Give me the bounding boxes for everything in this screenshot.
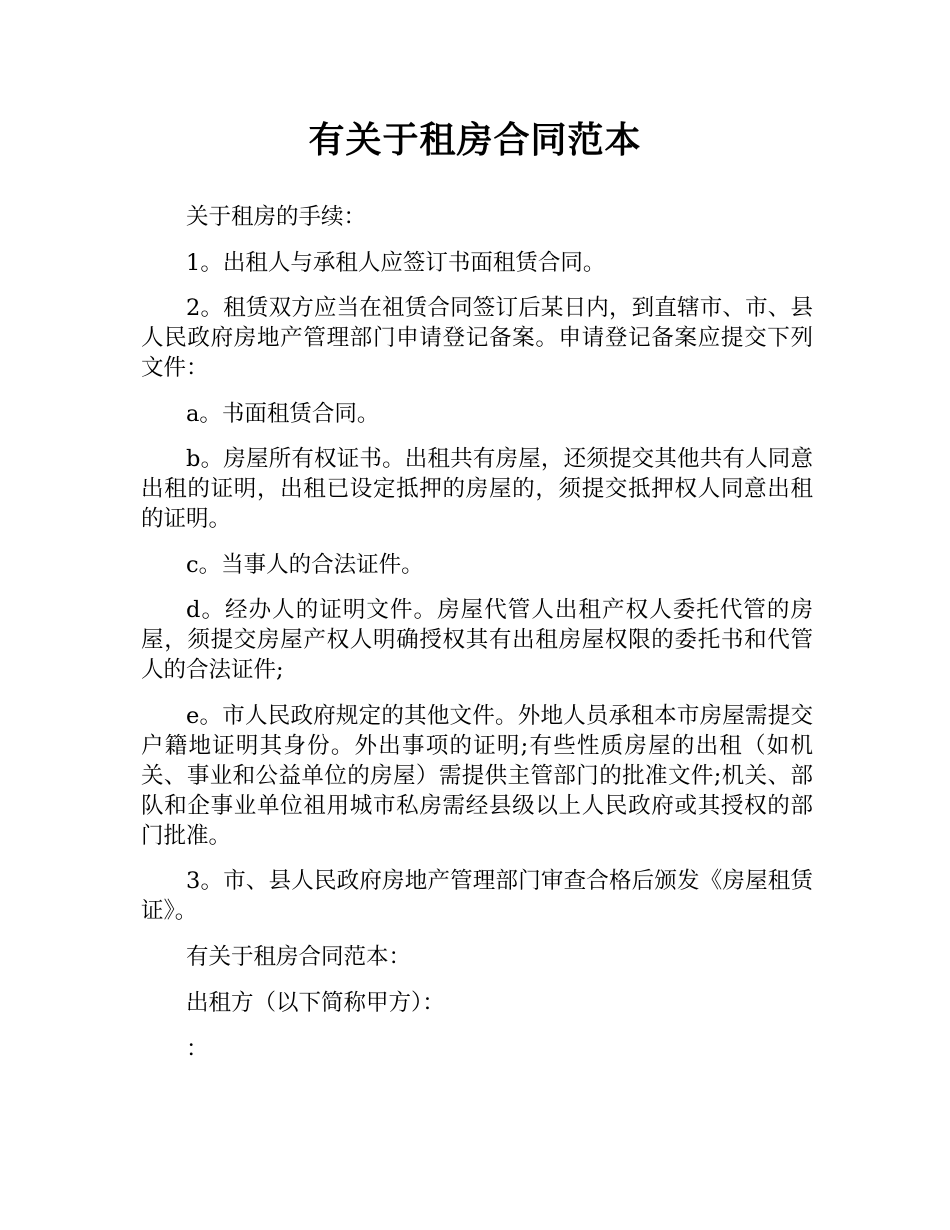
- document-title: 有关于租房合同范本: [308, 120, 642, 161]
- paragraph-item-a: a。书面租赁合同。: [186, 400, 380, 427]
- paragraph-procedures-heading: 关于租房的手续：: [186, 204, 367, 230]
- paragraph-item-1: 1。出租人与承租人应签订书面租赁合同。: [186, 249, 606, 276]
- paragraph-item-d: d。经办人的证明文件。房屋代管人出租产权人委托代管的房屋，须提交房屋产权人明确授权其有出租房屋权限的委托书和代管人的合法证件;: [141, 597, 813, 683]
- paragraph-lessor-field: 出租方（以下简称甲方）：: [186, 989, 445, 1016]
- paragraph-colon-field: ：: [186, 1035, 209, 1062]
- document-body: [141, 202, 813, 1080]
- paragraph-item-c: c。当事人的合法证件。: [186, 551, 424, 578]
- paragraph-item-2: 2。租赁双方应当在祖赁合同签订后某日内，到直辖市、市、县人民政府房地产管理部门申请登记备案。申请登记备案应提交下列文件：: [141, 295, 813, 381]
- paragraph-item-b: b。房屋所有权证书。出租共有房屋，还须提交其他共有人同意出租的证明，出租已设定抵押的房屋的，须提交抵押权人同意出租的证明。: [141, 446, 813, 532]
- paragraph-item-e: e。市人民政府规定的其他文件。外地人员承租本市房屋需提交户籍地证明其身份。外出事项的证明;有些性质房屋的出租（如机关、事业和公益单位的房屋）需提供主管部门的批准文件;机关、部队和企事业单位祖用城市私房需经县级以上人民政府或其授权的部门批准。: [141, 702, 813, 849]
- paragraph-item-3: 3。市、县人民政府房地产管理部门审查合格后颁发《房屋租赁证》。: [141, 868, 813, 924]
- paragraph-template-heading: 有关于租房合同范本：: [186, 943, 412, 970]
